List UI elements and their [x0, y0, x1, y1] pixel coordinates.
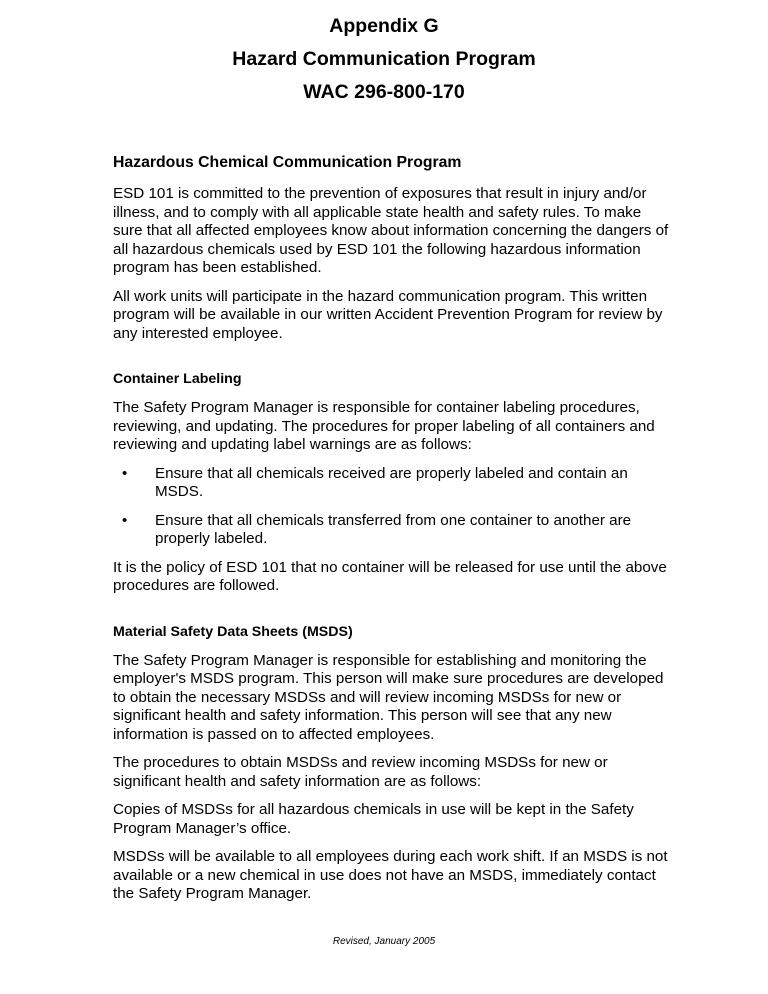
intro-paragraph-1: ESD 101 is committed to the prevention of exposures that result in injury and/or illness, and to comply with all applicable state health and safety rules. To make sure that all affected employees know about information concerning the dangers of all hazardous chemicals used by ESD 101 the following hazardous information program has been established.: [113, 185, 669, 276]
section-spacer: [113, 353, 673, 370]
list-item-text: Ensure that all chemicals received are properly labeled and contain an MSDS.: [155, 464, 628, 500]
list-item: [113, 512, 673, 549]
labeling-closing-paragraph: It is the policy of ESD 101 that no container will be released for use until the above procedures are followed.: [113, 558, 667, 594]
regulation-code: WAC 296-800-170: [303, 81, 465, 103]
page-title: Appendix G: [329, 15, 439, 37]
list-item: [113, 465, 673, 502]
bullet-icon: •: [122, 464, 128, 482]
msds-paragraph-4: MSDSs will be available to all employees during each work shift. If an MSDS is not available or a new chemical in use does not have an MSDS, immediately contact the Safety Program Manager.: [113, 848, 668, 902]
labeling-paragraph: The Safety Program Manager is responsible for container labeling procedures, reviewing, and updating. The procedures for proper labeling of all containers and reviewing and updating label warnings are as follows:: [113, 399, 655, 453]
labeling-heading: Container Labeling: [113, 371, 242, 387]
msds-paragraph-3: Copies of MSDSs for all hazardous chemicals in use will be kept in the Safety Program Manager’s office.: [113, 801, 634, 837]
bullet-icon: •: [122, 511, 128, 529]
intro-heading: Hazardous Chemical Communication Program: [113, 154, 462, 171]
intro-paragraph-2: All work units will participate in the hazard communication program. This written program will be available in our written Accident Prevention Program for review by any interested employee.: [113, 287, 663, 342]
document-body: [113, 153, 673, 914]
msds-paragraph-1: The Safety Program Manager is responsible for establishing and monitoring the employer's MSDS program. This person will make sure procedures are developed to obtain the necessary MSDSs and will review incoming MSDSs for new or significant health and safety information. This person will see that any new information is passed on to affected employees.: [113, 651, 664, 743]
section-spacer: [113, 606, 673, 623]
page-subtitle: Hazard Communication Program: [232, 48, 536, 70]
page-footer: Revised, January 2005: [332, 936, 436, 947]
list-item-text: Ensure that all chemicals transferred from one container to another are properly labeled.: [155, 511, 632, 547]
labeling-bullet-list: [113, 465, 673, 549]
msds-paragraph-2: The procedures to obtain MSDSs and review incoming MSDSs for new or significant health and safety information are as follows:: [113, 754, 608, 790]
msds-heading: Material Safety Data Sheets (MSDS): [113, 623, 353, 640]
title-block: [0, 10, 768, 109]
